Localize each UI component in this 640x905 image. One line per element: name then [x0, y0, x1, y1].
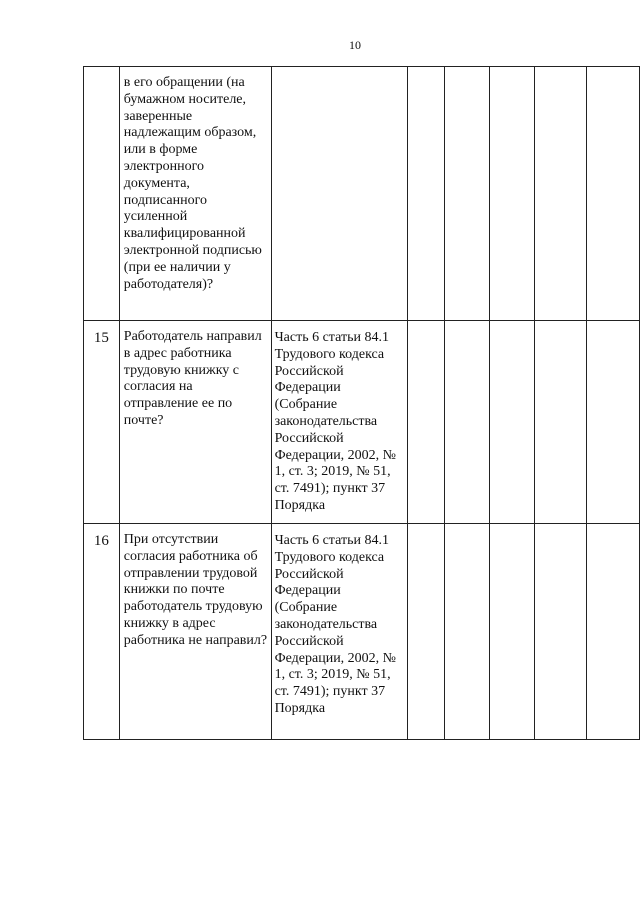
table-row — [84, 524, 640, 740]
answer-cell-no — [444, 524, 490, 740]
answer-cell-no — [444, 67, 490, 321]
question-cell: в его обращении (на бумажном носителе, заверенные надлежащим образом, или в форме электронного документа, подписанного усиленной квалифицированной электронной подписью (при ее наличии у работодателя)? — [119, 67, 271, 321]
note-cell — [587, 524, 640, 740]
question-cell: Работодатель направил в адрес работника трудовую книжку с согласия на отправление ее по почте? — [119, 321, 271, 524]
note-cell — [587, 321, 640, 524]
row-number: 16 — [84, 524, 120, 740]
checklist-table — [83, 66, 640, 740]
note-cell — [587, 67, 640, 321]
table-row — [84, 321, 640, 524]
answer-cell-no — [444, 321, 490, 524]
row-number: 15 — [84, 321, 120, 524]
answer-cell-extra — [535, 321, 587, 524]
answer-cell-extra — [535, 67, 587, 321]
page-number: 10 — [349, 38, 361, 52]
answer-cell-not-applicable — [490, 524, 535, 740]
answer-cell-yes — [408, 524, 445, 740]
row-number — [84, 67, 120, 321]
requisites-cell: Часть 6 статьи 84.1 Трудового кодекса Российской Федерации (Собрание законодательства Российской Федерации, 2002, № 1, ст. 3; 2019, № 51, ст. 7491); пункт 37 Порядка — [271, 321, 408, 524]
answer-cell-not-applicable — [490, 67, 535, 321]
table-row — [84, 67, 640, 321]
answer-cell-extra — [535, 524, 587, 740]
question-cell: При отсутствии согласия работника об отправлении трудовой книжки по почте работодатель трудовую книжку в адрес работника не направил? — [119, 524, 271, 740]
requisites-cell: Часть 6 статьи 84.1 Трудового кодекса Российской Федерации (Собрание законодательства Российской Федерации, 2002, № 1, ст. 3; 2019, № 51, ст. 7491); пункт 37 Порядка — [271, 524, 408, 740]
answer-cell-not-applicable — [490, 321, 535, 524]
answer-cell-yes — [408, 321, 445, 524]
requisites-cell — [271, 67, 408, 321]
answer-cell-yes — [408, 67, 445, 321]
